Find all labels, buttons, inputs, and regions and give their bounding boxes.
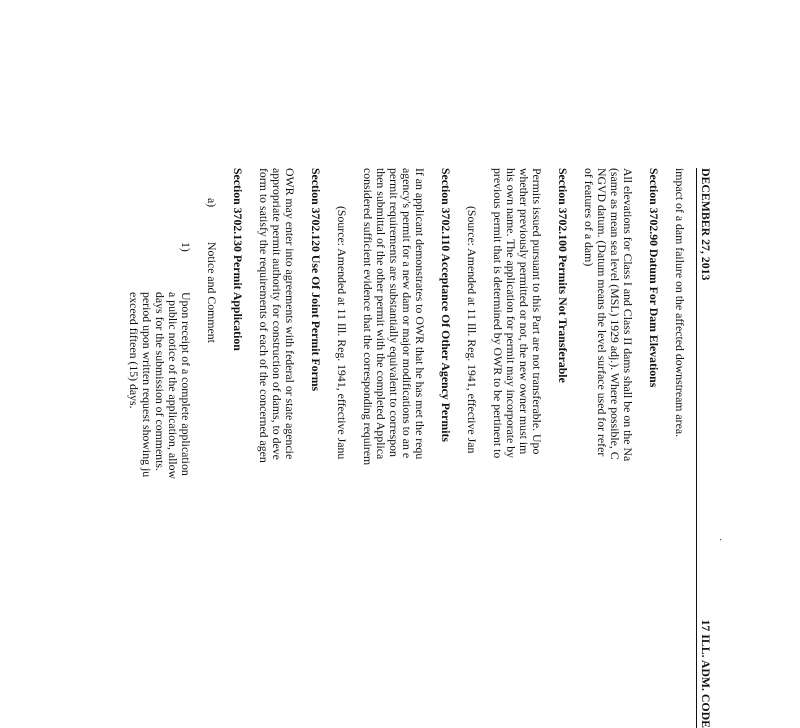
item-1-line: period upon written request showing ju bbox=[140, 292, 154, 478]
paragraph-line: of features of a dam) bbox=[582, 168, 596, 267]
header-code: 17 ILL. ADM. CODE bbox=[699, 619, 713, 728]
source-note: (Source: Amended at 11 Ill. Reg. 1941, effective Jan bbox=[465, 206, 479, 454]
paragraph-line: (same as mean sea level (MSL) 1929 adj.). Where possible, C bbox=[608, 168, 622, 460]
paragraph-line: form to satisfy the requirements of each of the concerned agen bbox=[257, 168, 271, 463]
paragraph-line: agency's permit for a new dam or major modifications to an e bbox=[400, 168, 414, 459]
section-3702-110-heading: Section 3702.110 Acceptance Of Other Agency Permits bbox=[439, 168, 453, 443]
paragraph-line: considered sufficient evidence that the corresponding requirem bbox=[361, 168, 375, 466]
item-1-line: exceed fifteen (15) days. bbox=[127, 292, 141, 409]
paragraph-line: previous permit that is determined by OWR to be pertinent to bbox=[491, 168, 505, 459]
item-1-label: 1) bbox=[179, 242, 193, 252]
page-header bbox=[696, 168, 712, 728]
item-1-line: Upon receipt of a complete application bbox=[179, 292, 193, 476]
paragraph-line: his own name. The application for permit may incorporate by bbox=[504, 168, 518, 459]
section-3702-90-heading: Section 3702.90 Datum For Dam Elevations bbox=[647, 168, 661, 388]
paragraph-line: All elevations for Class I and Class II dams shall be on the Na bbox=[621, 168, 635, 462]
paragraph-line: If an applicant demonstrates to OWR that he has met the requ bbox=[413, 168, 427, 460]
paragraph-line: NGVD datum. (Datum means the level surface used for refer bbox=[595, 168, 609, 457]
item-1-line: a public notice of the application, allow bbox=[166, 292, 180, 480]
paragraph-line: whether previously permitted or not, the new owner must im bbox=[517, 168, 531, 455]
paragraph-line: OWR may enter into agreements with federal or state agencie bbox=[283, 168, 297, 460]
item-a-text: Notice and Comment bbox=[205, 242, 219, 343]
paragraph-line: then submittal of the other permit with the completed Applica bbox=[374, 168, 388, 460]
section-3702-100-heading: Section 3702.100 Permits Not Transferable bbox=[556, 168, 570, 383]
paragraph-line: appropriate permit authority for construction of dams, to deve bbox=[270, 168, 284, 460]
section-3702-130-heading: Section 3702.130 Permit Application bbox=[231, 168, 245, 351]
source-note: (Source: Amended at 11 Ill. Reg. 1941, effective Janu bbox=[335, 206, 349, 460]
header-date: DECEMBER 27, 2013 bbox=[699, 168, 713, 281]
section-3702-120-heading: Section 3702.120 Use Of Joint Permit Forms bbox=[309, 168, 323, 392]
item-1-line: days for the submission of comments. bbox=[153, 292, 167, 471]
stray-mark: · bbox=[714, 538, 725, 542]
item-a-label: a) bbox=[205, 198, 219, 208]
intro-line: impact of a dam failure on the affected downstream area. bbox=[673, 168, 687, 438]
paragraph-line: Permits issued pursuant to this Part are not transferable. Upo bbox=[530, 168, 544, 455]
paragraph-line: permit requirements are substantially equivalent to correspon bbox=[387, 168, 401, 457]
